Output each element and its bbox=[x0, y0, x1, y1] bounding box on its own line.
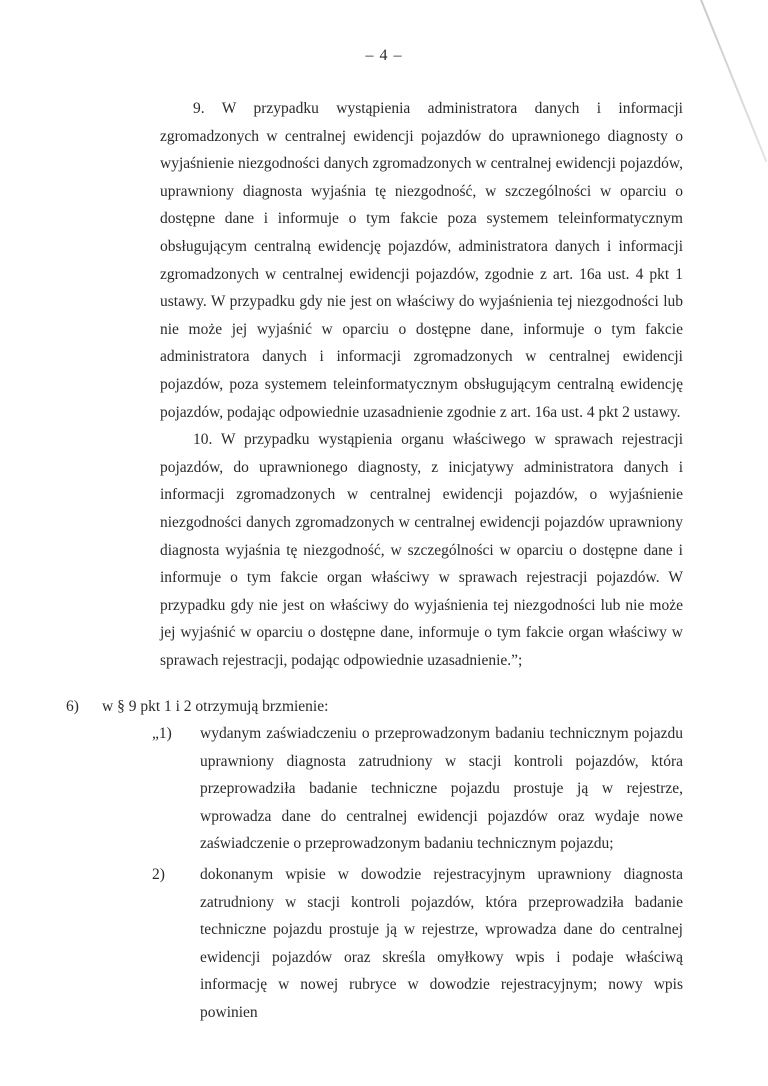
sub-item-1-text: wydanym zaświadczeniu o przeprowadzonym badaniu technicznym pojazdu uprawniony diagnosta zatrudniony w stacji kontroli pojazdów, która przeprowadziła badanie techniczne pojazdu prostuje ją w rejestrze, wprowadza dane do centralnej ewidencji pojazdów oraz wydaje nowe zaświadczenie o przeprowadzonym badaniu technicznym pojazdu; bbox=[200, 725, 683, 853]
sub-item-1 bbox=[152, 720, 683, 858]
scan-edge-line bbox=[700, 0, 767, 162]
sub-item-1-number: „1) bbox=[152, 725, 172, 742]
paragraph-10: 10. W przypadku wystąpienia organu właściwego w sprawach rejestracji pojazdów, do uprawnionego diagnosty, z inicjatywy administratora danych i informacji zgromadzonych w centralnej ewidencji pojazdów, o wyjaśnienie niezgodności danych zgromadzonych w centralnej ewidencji pojazdów uprawniony diagnosta wyjaśnia tę niezgodność, w szczególności w oparciu o dostępne dane i informuje o tym fakcie organ właściwy w sprawach rejestracji pojazdów. W przypadku gdy nie jest on właściwy do wyjaśnienia tej niezgodności lub nie może jej wyjaśnić w oparciu o dostępne dane, informuje o tym fakcie organ właściwy w sprawach rejestracji, podając odpowiednie uzasadnienie.”; bbox=[160, 431, 683, 669]
paragraph-9: 9. W przypadku wystąpienia administratora danych i informacji zgromadzonych w centralnej ewidencji pojazdów do uprawnionego diagnosty o wyjaśnienie niezgodności danych zgromadzonych w centralnej ewidencji pojazdów, uprawniony diagnosta wyjaśnia tę niezgodność, w szczególności w oparciu o dostępne dane i informuje o tym fakcie poza systemem teleinformatycznym obsługującym centralną ewidencję pojazdów, administratora danych i informacji zgromadzonych w centralnej ewidencji pojazdów, zgodnie z art. 16a ust. 4 pkt 1 ustawy. W przypadku gdy nie jest on właściwy do wyjaśnienia tej niezgodności lub nie może jej wyjaśnić w oparciu o dostępne dane, informuje o tym fakcie administratora danych i informacji zgromadzonych w centralnej ewidencji pojazdów, poza systemem teleinformatycznym obsługującym centralną ewidencję pojazdów, podając odpowiednie uzasadnienie zgodnie z art. 16a ust. 4 pkt 2 ustawy. bbox=[160, 100, 683, 421]
sub-item-2-text: dokonanym wpisie w dowodzie rejestracyjnym uprawniony diagnosta zatrudniony w stacji kontroli pojazdów, która przeprowadziła badanie techniczne pojazdu prostuje ją w rejestrze, wprowadza dane do centralnej ewidencji pojazdów oraz skreśla omyłkowy wpis i podaje właściwą informację w nowej rubryce w dowodzie rejestracyjnym; nowy wpis powinien bbox=[200, 865, 683, 1021]
sub-list bbox=[152, 720, 683, 1027]
list-item-6-text: w § 9 pkt 1 i 2 otrzymują brzmienie: bbox=[102, 698, 329, 715]
body-text bbox=[160, 95, 683, 674]
page-number: – 4 – bbox=[365, 47, 403, 64]
list-item-6-number: 6) bbox=[66, 698, 79, 715]
sub-item-2 bbox=[152, 861, 683, 1027]
sub-item-2-number: 2) bbox=[152, 865, 165, 883]
